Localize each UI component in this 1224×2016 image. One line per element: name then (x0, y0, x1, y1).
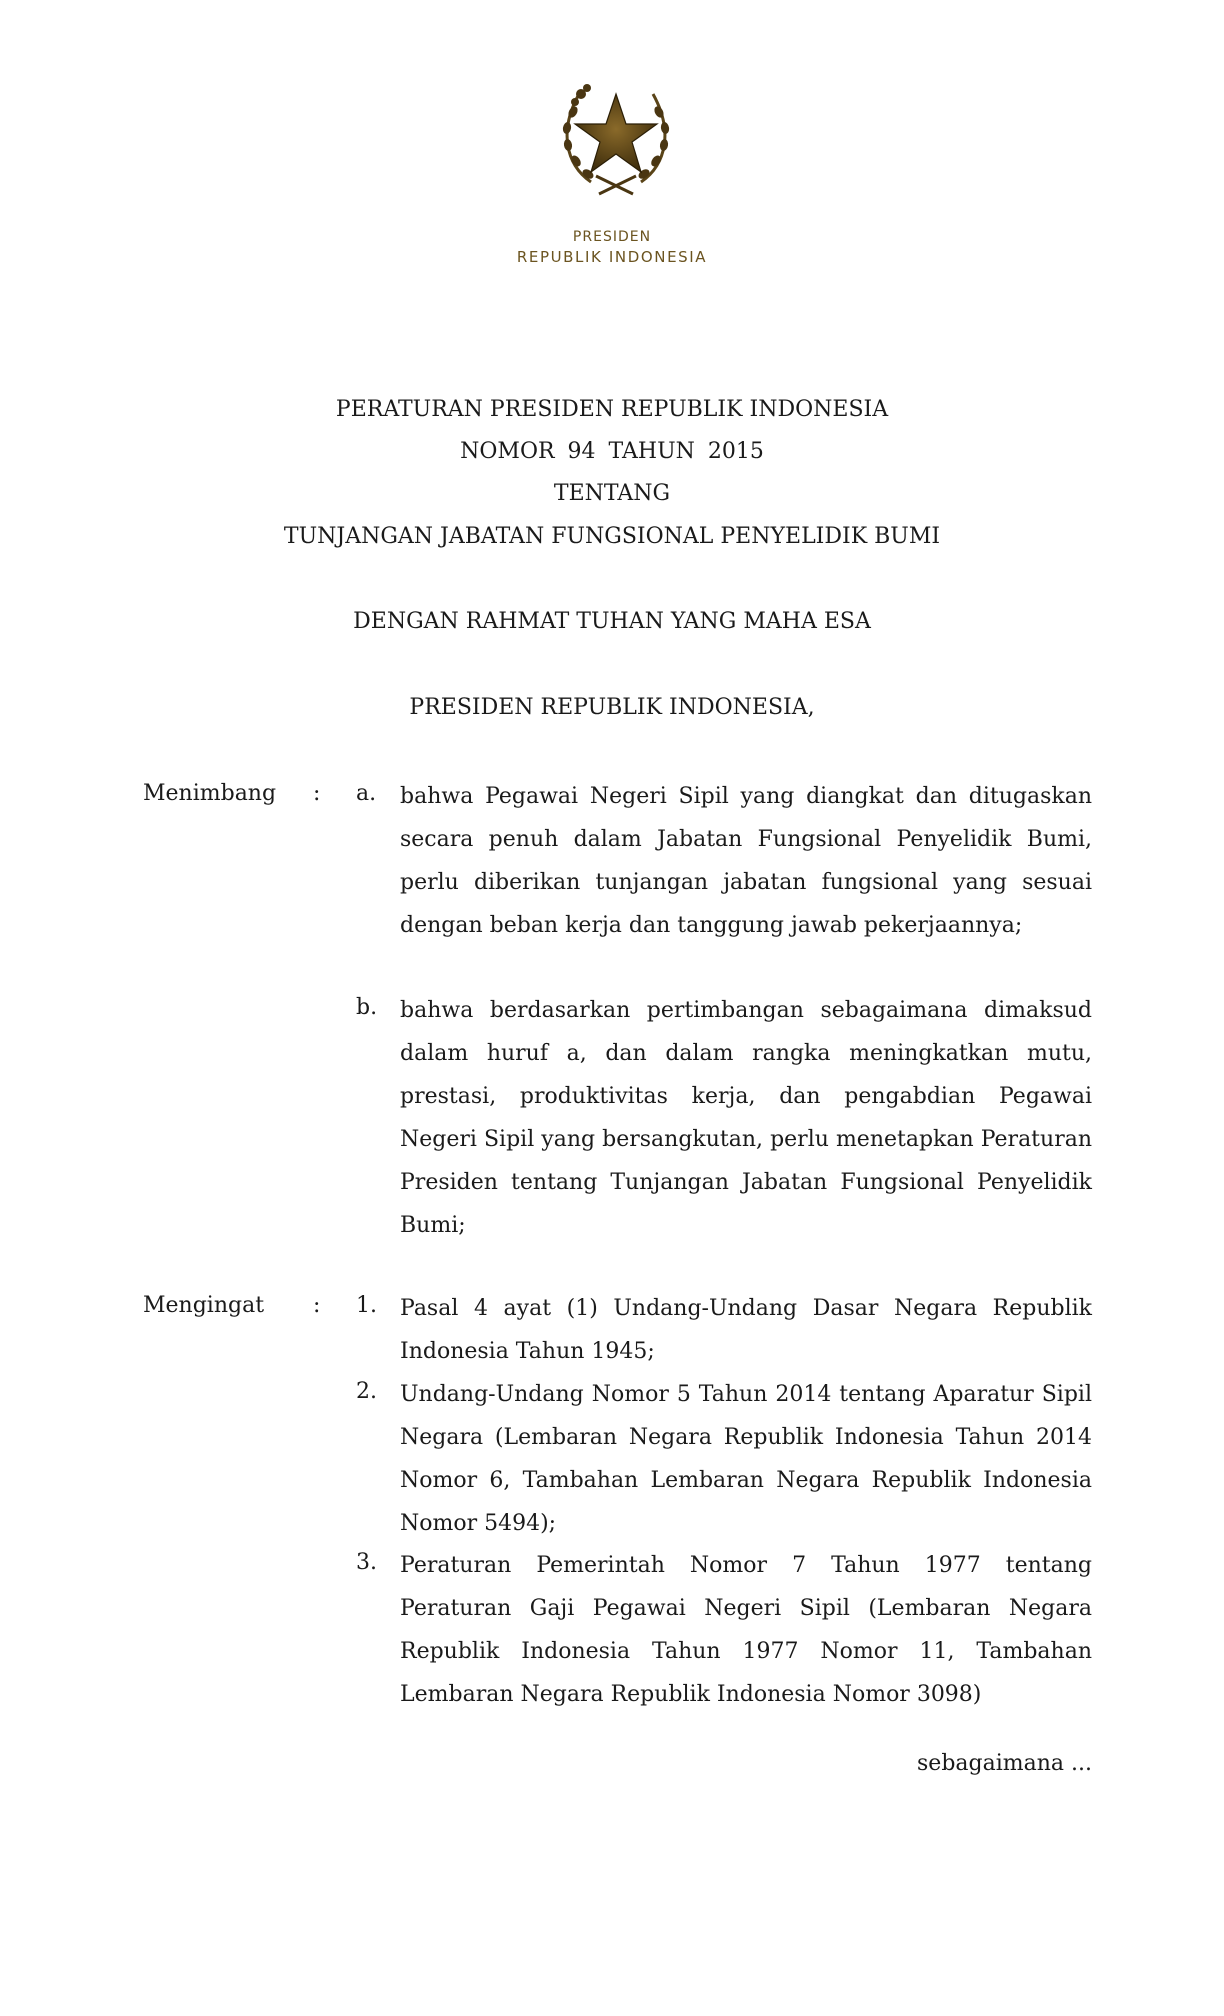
list-item-text: Pasal 4 ayat (1) Undang-Undang Dasar Negara Republik Indonesia Tahun 1945; (400, 1296, 1092, 1364)
list-item-marker: a. (356, 781, 377, 806)
list-item-text: bahwa berdasarkan pertimbangan sebagaimana dimaksud dalam huruf a, dan dalam rangka meningkatkan mutu, prestasi, produktivitas kerja, dan pengabdian Pegawai Negeri Sipil yang bersangkutan, perlu menetapkan Peraturan Presiden tentang Tunjangan Jabatan Fungsional Penyelidik Bumi; (400, 998, 1092, 1238)
regulation-number: NOMOR 94 TAHUN 2015 (460, 439, 764, 464)
regulation-about: TENTANG (553, 481, 671, 506)
issuer-line: PRESIDEN REPUBLIK INDONESIA, (409, 695, 815, 720)
presidential-seal-icon (551, 72, 681, 202)
section-label-menimbang: Menimbang (143, 781, 277, 806)
invocation: DENGAN RAHMAT TUHAN YANG MAHA ESA (353, 609, 871, 634)
list-item-marker: 1. (356, 1293, 377, 1318)
list-item-text: Peraturan Pemerintah Nomor 7 Tahun 1977 tentang Peraturan Gaji Pegawai Negeri Sipil (Lembaran Negara Republik Indonesia Tahun 1977 Nomor 11, Tambahan Lembaran Negara Republik Indonesia Nomor 3098) (400, 1553, 1092, 1707)
seal-caption-president: PRESIDEN (572, 229, 652, 245)
section-colon: : (313, 781, 321, 806)
list-item-text: bahwa Pegawai Negeri Sipil yang diangkat dan ditugaskan secara penuh dalam Jabatan Fungsional Penyelidik Bumi, perlu diberikan tunjangan jabatan fungsional yang sesuai dengan beban kerja dan tanggung jawab pekerjaannya; (400, 784, 1092, 938)
seal-caption-republic: REPUBLIK INDONESIA (516, 248, 708, 266)
regulation-subject: TUNJANGAN JABATAN FUNGSIONAL PENYELIDIK BUMI (283, 524, 941, 549)
page-continuation: sebagaimana ... (917, 1751, 1092, 1776)
list-item-marker: b. (356, 995, 378, 1020)
section-colon: : (313, 1293, 321, 1318)
regulation-title: PERATURAN PRESIDEN REPUBLIK INDONESIA (335, 397, 889, 422)
section-label-mengingat: Mengingat (143, 1293, 265, 1318)
list-item-marker: 2. (356, 1379, 377, 1404)
list-item-text: Undang-Undang Nomor 5 Tahun 2014 tentang Aparatur Sipil Negara (Lembaran Negara Republik Indonesia Tahun 2014 Nomor 6, Tambahan Lembaran Negara Republik Indonesia Nomor 5494); (400, 1382, 1092, 1536)
list-item-marker: 3. (356, 1550, 377, 1575)
